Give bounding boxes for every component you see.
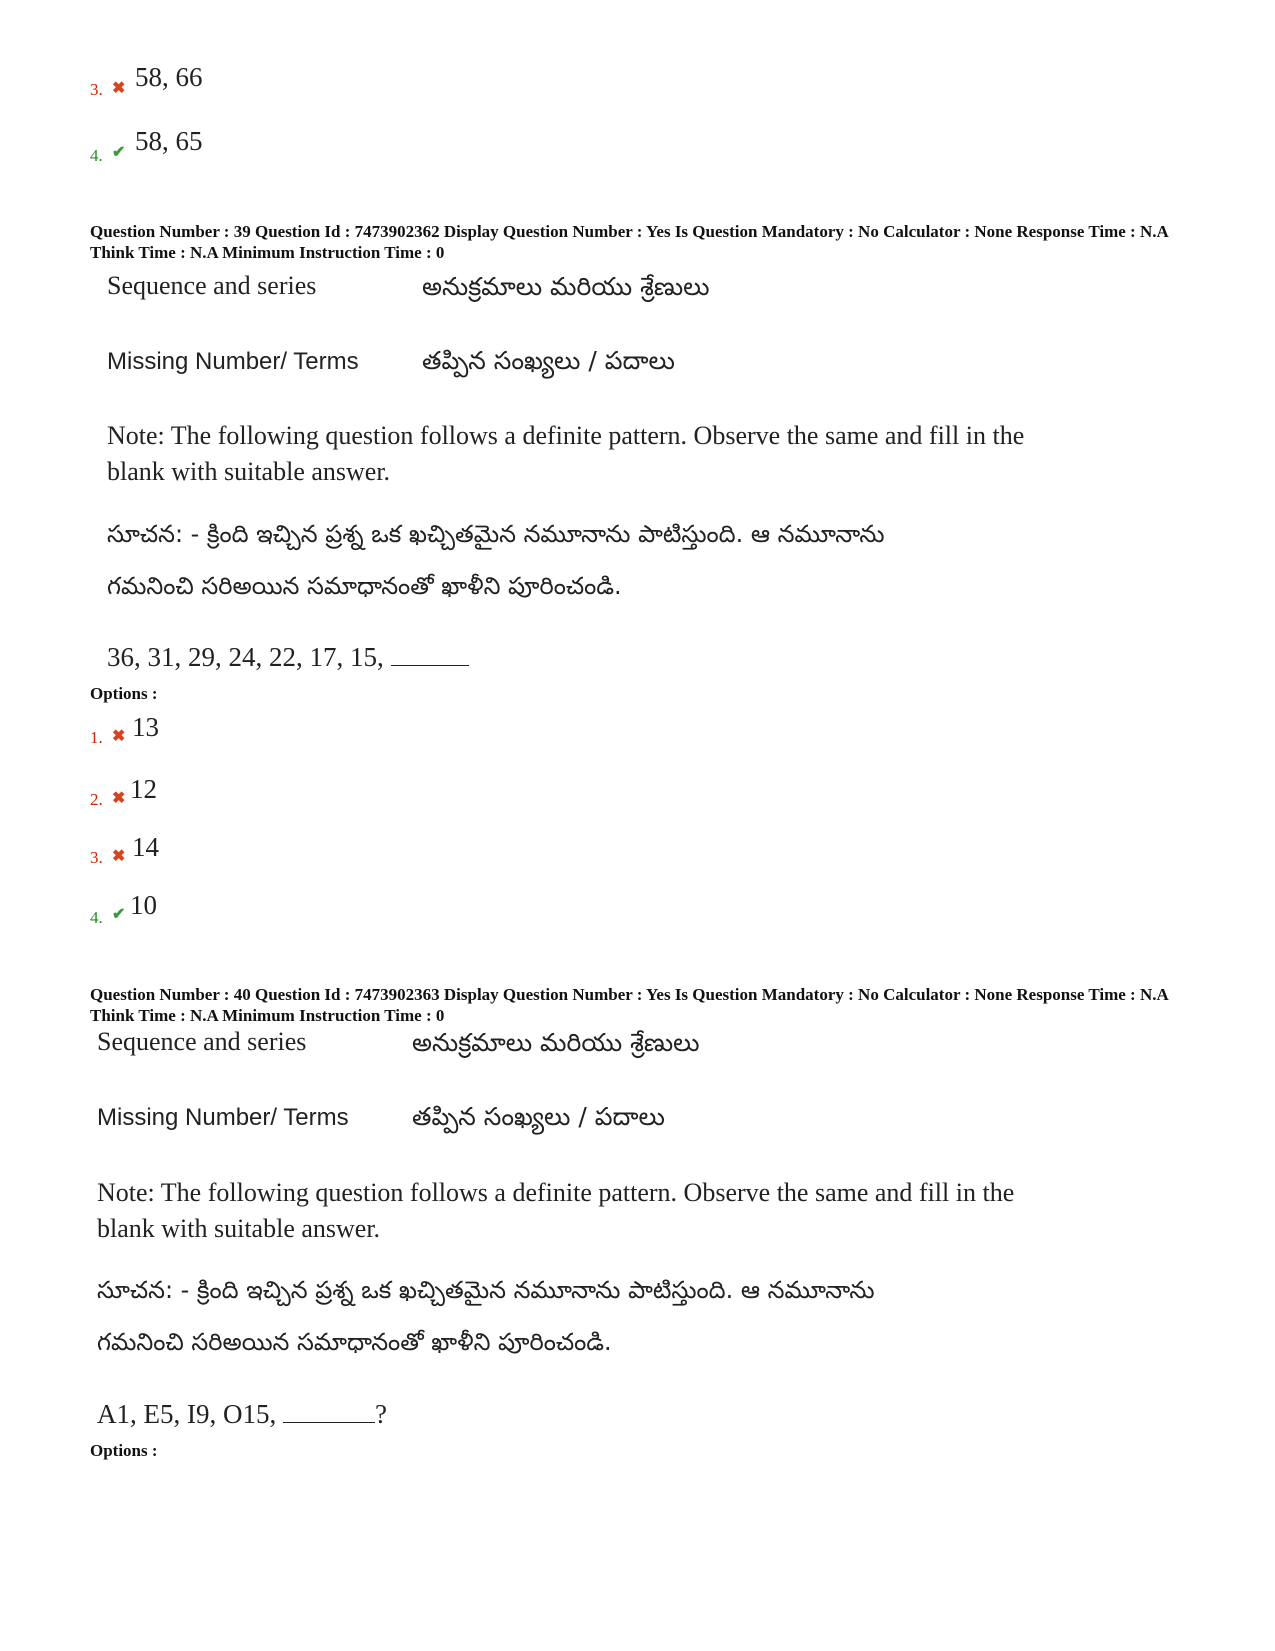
option-value: 10 xyxy=(130,890,157,920)
correct-check-icon: ✔ xyxy=(112,144,126,161)
subtopic-english: Missing Number/ Terms xyxy=(97,1104,349,1131)
note-telugu-line1: సూచన: - క్రింది ఇచ్చిన ప్రశ్న ఒక ఖచ్చితమైన నమూనాను పాటిస్తుంది. ఆ నమూనాను xyxy=(107,520,885,548)
note-telugu-line2: గమనించి సరిఅయిన సమాధానంతో ఖాళీని పూరించండి. xyxy=(107,572,622,600)
option-value: 14 xyxy=(132,832,159,862)
topic-english: Sequence and series xyxy=(107,271,317,300)
wrong-mark-icon: ✖ xyxy=(112,728,126,745)
option-number: 1. xyxy=(90,728,103,747)
wrong-mark-icon: ✖ xyxy=(112,790,126,807)
options-label: Options : xyxy=(90,1441,158,1460)
note-telugu-line2: గమనించి సరిఅయిన సమాధానంతో ఖాళీని పూరించండి. xyxy=(97,1328,612,1356)
subtopic-telugu: తప్పిన సంఖ్యలు / పదాలు xyxy=(422,346,675,375)
sequence-text: A1, E5, I9, O15, xyxy=(97,1399,277,1429)
question-sequence xyxy=(97,1399,387,1430)
option-number: 4. xyxy=(90,146,103,165)
answer-blank xyxy=(391,645,469,666)
wrong-mark-icon: ✖ xyxy=(112,848,126,865)
question-meta: Question Number : 39 Question Id : 7473902362 Display Question Number : Yes Is Question Mandatory : No Calculator : None Response Time : N.A Think Time : N.A Minimum Instruction Time : 0 xyxy=(90,222,1168,262)
subtopic-english: Missing Number/ Terms xyxy=(107,348,359,375)
option-number: 3. xyxy=(90,848,103,867)
option-number: 2. xyxy=(90,790,103,809)
question-meta: Question Number : 40 Question Id : 7473902363 Display Question Number : Yes Is Question Mandatory : No Calculator : None Response Time : N.A Think Time : N.A Minimum Instruction Time : 0 xyxy=(90,985,1168,1025)
option-value: 58, 65 xyxy=(135,126,203,156)
topic-telugu: అనుక్రమాలు మరియు శ్రేణులు xyxy=(422,272,710,301)
wrong-mark-icon: ✖ xyxy=(112,80,126,97)
option-value: 12 xyxy=(130,774,157,804)
sequence-text: 36, 31, 29, 24, 22, 17, 15, xyxy=(107,642,384,672)
topic-telugu: అనుక్రమాలు మరియు శ్రేణులు xyxy=(412,1028,700,1057)
topic-english: Sequence and series xyxy=(97,1027,307,1056)
note-telugu-line1: సూచన: - క్రింది ఇచ్చిన ప్రశ్న ఒక ఖచ్చితమైన నమూనాను పాటిస్తుంది. ఆ నమూనాను xyxy=(97,1276,875,1304)
option-value: 58, 66 xyxy=(135,62,203,92)
note-english: Note: The following question follows a definite pattern. Observe the same and fill in the blank with suitable answer. xyxy=(97,1178,1015,1243)
note-english: Note: The following question follows a definite pattern. Observe the same and fill in the blank with suitable answer. xyxy=(107,421,1025,486)
question-sequence xyxy=(107,642,469,673)
sequence-end: ? xyxy=(374,1399,387,1429)
option-number: 4. xyxy=(90,908,103,927)
subtopic-telugu: తప్పిన సంఖ్యలు / పదాలు xyxy=(412,1102,665,1131)
answer-blank xyxy=(283,1402,375,1423)
options-label: Options : xyxy=(90,684,158,703)
correct-check-icon: ✔ xyxy=(112,906,126,923)
option-value: 13 xyxy=(132,712,159,742)
option-number: 3. xyxy=(90,80,103,99)
